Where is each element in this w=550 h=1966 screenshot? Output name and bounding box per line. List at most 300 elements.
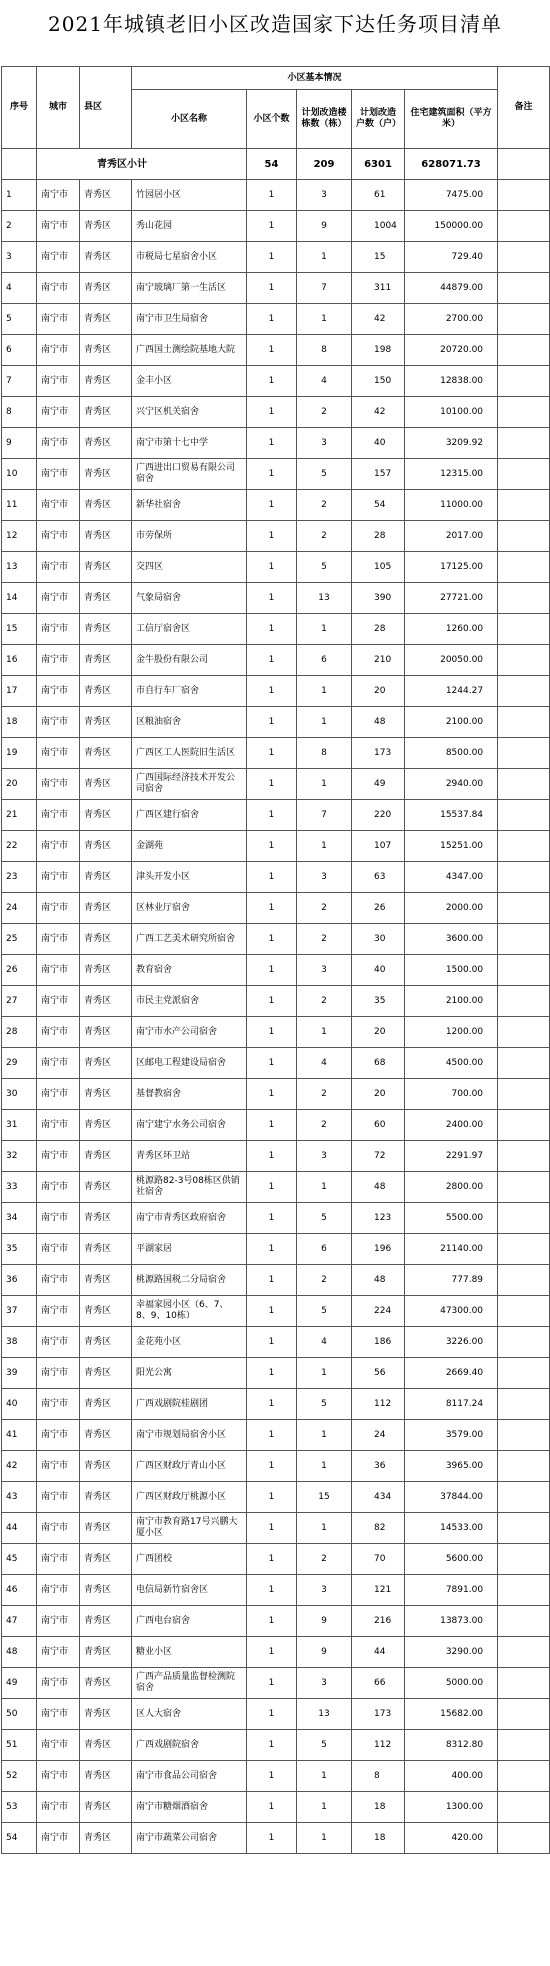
table-row <box>2 893 550 924</box>
cell-city: 南宁市 <box>37 1141 80 1172</box>
cell-remark <box>498 1575 550 1606</box>
cell-remark <box>498 397 550 428</box>
cell-count: 1 <box>247 769 297 800</box>
cell-area: 3209.92 <box>405 428 498 459</box>
cell-seq: 40 <box>2 1389 37 1420</box>
cell-name: 南宁市卫生局宿舍 <box>132 304 247 335</box>
table-row <box>2 1265 550 1296</box>
subtotal-households: 6301 <box>352 149 405 180</box>
cell-seq: 38 <box>2 1327 37 1358</box>
cell-buildings: 9 <box>297 211 352 242</box>
cell-count: 1 <box>247 614 297 645</box>
cell-count: 1 <box>247 1637 297 1668</box>
cell-buildings: 2 <box>297 490 352 521</box>
cell-city: 南宁市 <box>37 1203 80 1234</box>
table-row <box>2 1575 550 1606</box>
cell-city: 南宁市 <box>37 1327 80 1358</box>
cell-district: 青秀区 <box>80 1730 132 1761</box>
cell-city: 南宁市 <box>37 304 80 335</box>
cell-households: 20 <box>352 1079 405 1110</box>
cell-city: 南宁市 <box>37 862 80 893</box>
cell-name: 工信厅宿舍区 <box>132 614 247 645</box>
cell-area: 1260.00 <box>405 614 498 645</box>
table-row <box>2 428 550 459</box>
cell-households: 40 <box>352 428 405 459</box>
cell-remark <box>498 1389 550 1420</box>
cell-households: 48 <box>352 1265 405 1296</box>
cell-city: 南宁市 <box>37 1730 80 1761</box>
cell-count: 1 <box>247 1017 297 1048</box>
cell-city: 南宁市 <box>37 955 80 986</box>
cell-count: 1 <box>247 924 297 955</box>
cell-count: 1 <box>247 893 297 924</box>
cell-households: 105 <box>352 552 405 583</box>
table-row <box>2 304 550 335</box>
cell-seq: 54 <box>2 1823 37 1854</box>
cell-seq: 36 <box>2 1265 37 1296</box>
cell-name: 广西戏剧院宿舍 <box>132 1730 247 1761</box>
cell-remark <box>498 1048 550 1079</box>
table-row <box>2 521 550 552</box>
cell-count: 1 <box>247 180 297 211</box>
cell-seq: 1 <box>2 180 37 211</box>
cell-district: 青秀区 <box>80 490 132 521</box>
cell-area: 8117.24 <box>405 1389 498 1420</box>
cell-count: 1 <box>247 583 297 614</box>
cell-district: 青秀区 <box>80 1234 132 1265</box>
cell-seq: 32 <box>2 1141 37 1172</box>
cell-name: 津头开发小区 <box>132 862 247 893</box>
cell-district: 青秀区 <box>80 1079 132 1110</box>
cell-area: 729.40 <box>405 242 498 273</box>
table-row <box>2 738 550 769</box>
table-row <box>2 1420 550 1451</box>
cell-remark <box>498 1482 550 1513</box>
cell-households: 157 <box>352 459 405 490</box>
cell-name: 广西产品质量监督检测院宿舍 <box>132 1668 247 1699</box>
cell-area: 20720.00 <box>405 335 498 366</box>
cell-name: 新华社宿舍 <box>132 490 247 521</box>
cell-district: 青秀区 <box>80 273 132 304</box>
cell-count: 1 <box>247 397 297 428</box>
cell-area: 2100.00 <box>405 707 498 738</box>
header-name: 小区名称 <box>132 90 247 149</box>
table-row <box>2 583 550 614</box>
cell-remark <box>498 1234 550 1265</box>
cell-district: 青秀区 <box>80 831 132 862</box>
cell-count: 1 <box>247 242 297 273</box>
cell-name: 广西团校 <box>132 1544 247 1575</box>
cell-seq: 42 <box>2 1451 37 1482</box>
cell-district: 青秀区 <box>80 583 132 614</box>
cell-seq: 11 <box>2 490 37 521</box>
cell-city: 南宁市 <box>37 1234 80 1265</box>
cell-buildings: 7 <box>297 273 352 304</box>
cell-count: 1 <box>247 738 297 769</box>
cell-seq: 23 <box>2 862 37 893</box>
cell-seq: 50 <box>2 1699 37 1730</box>
cell-remark <box>498 1513 550 1544</box>
cell-households: 150 <box>352 366 405 397</box>
cell-area: 7475.00 <box>405 180 498 211</box>
cell-district: 青秀区 <box>80 645 132 676</box>
cell-seq: 30 <box>2 1079 37 1110</box>
cell-city: 南宁市 <box>37 1079 80 1110</box>
cell-seq: 29 <box>2 1048 37 1079</box>
cell-count: 1 <box>247 1141 297 1172</box>
cell-seq: 15 <box>2 614 37 645</box>
table-row <box>2 862 550 893</box>
project-table <box>1 66 550 1854</box>
cell-seq: 8 <box>2 397 37 428</box>
header-seq: 序号 <box>2 67 37 149</box>
cell-district: 青秀区 <box>80 397 132 428</box>
cell-name: 南宁市第十七中学 <box>132 428 247 459</box>
cell-seq: 51 <box>2 1730 37 1761</box>
cell-seq: 46 <box>2 1575 37 1606</box>
cell-area: 3600.00 <box>405 924 498 955</box>
cell-remark <box>498 428 550 459</box>
cell-area: 1300.00 <box>405 1792 498 1823</box>
cell-households: 48 <box>352 1172 405 1203</box>
cell-city: 南宁市 <box>37 397 80 428</box>
cell-count: 1 <box>247 986 297 1017</box>
cell-count: 1 <box>247 1265 297 1296</box>
cell-name: 平湖家居 <box>132 1234 247 1265</box>
cell-district: 青秀区 <box>80 614 132 645</box>
cell-name: 区人大宿舍 <box>132 1699 247 1730</box>
cell-count: 1 <box>247 211 297 242</box>
cell-count: 1 <box>247 552 297 583</box>
cell-district: 青秀区 <box>80 1544 132 1575</box>
cell-seq: 16 <box>2 645 37 676</box>
cell-remark <box>498 304 550 335</box>
cell-remark <box>498 1544 550 1575</box>
table-row <box>2 1141 550 1172</box>
cell-city: 南宁市 <box>37 428 80 459</box>
cell-buildings: 2 <box>297 397 352 428</box>
cell-buildings: 5 <box>297 1389 352 1420</box>
cell-area: 420.00 <box>405 1823 498 1854</box>
cell-district: 青秀区 <box>80 521 132 552</box>
cell-buildings: 1 <box>297 707 352 738</box>
cell-households: 112 <box>352 1389 405 1420</box>
cell-remark <box>498 1420 550 1451</box>
cell-households: 72 <box>352 1141 405 1172</box>
cell-buildings: 1 <box>297 242 352 273</box>
table-row <box>2 211 550 242</box>
cell-buildings: 13 <box>297 583 352 614</box>
cell-buildings: 8 <box>297 335 352 366</box>
cell-area: 150000.00 <box>405 211 498 242</box>
cell-count: 1 <box>247 1792 297 1823</box>
cell-area: 5500.00 <box>405 1203 498 1234</box>
header-row-top <box>2 67 550 90</box>
cell-city: 南宁市 <box>37 1606 80 1637</box>
cell-buildings: 6 <box>297 1234 352 1265</box>
cell-buildings: 3 <box>297 1141 352 1172</box>
table-row <box>2 1823 550 1854</box>
cell-district: 青秀区 <box>80 304 132 335</box>
table-row <box>2 459 550 490</box>
cell-households: 390 <box>352 583 405 614</box>
cell-district: 青秀区 <box>80 1110 132 1141</box>
cell-area: 5000.00 <box>405 1668 498 1699</box>
cell-buildings: 6 <box>297 645 352 676</box>
cell-seq: 6 <box>2 335 37 366</box>
cell-buildings: 5 <box>297 1296 352 1327</box>
cell-count: 1 <box>247 862 297 893</box>
cell-district: 青秀区 <box>80 1048 132 1079</box>
header-remark: 备注 <box>498 67 550 149</box>
cell-remark <box>498 893 550 924</box>
cell-district: 青秀区 <box>80 800 132 831</box>
cell-district: 青秀区 <box>80 428 132 459</box>
cell-area: 2100.00 <box>405 986 498 1017</box>
cell-city: 南宁市 <box>37 1110 80 1141</box>
cell-seq: 45 <box>2 1544 37 1575</box>
cell-city: 南宁市 <box>37 831 80 862</box>
cell-seq: 35 <box>2 1234 37 1265</box>
table-row <box>2 1296 550 1327</box>
cell-seq: 49 <box>2 1668 37 1699</box>
cell-households: 18 <box>352 1823 405 1854</box>
cell-district: 青秀区 <box>80 180 132 211</box>
cell-area: 15251.00 <box>405 831 498 862</box>
cell-seq: 12 <box>2 521 37 552</box>
table-row <box>2 242 550 273</box>
cell-remark <box>498 242 550 273</box>
cell-area: 14533.00 <box>405 1513 498 1544</box>
cell-households: 30 <box>352 924 405 955</box>
cell-city: 南宁市 <box>37 1389 80 1420</box>
cell-name: 金丰小区 <box>132 366 247 397</box>
cell-district: 青秀区 <box>80 676 132 707</box>
cell-area: 2000.00 <box>405 893 498 924</box>
cell-district: 青秀区 <box>80 862 132 893</box>
subtotal-area: 628071.73 <box>405 149 498 180</box>
cell-remark <box>498 1017 550 1048</box>
cell-district: 青秀区 <box>80 893 132 924</box>
cell-remark <box>498 366 550 397</box>
table-row <box>2 769 550 800</box>
cell-households: 112 <box>352 1730 405 1761</box>
subtotal-label: 青秀区小计 <box>37 149 247 180</box>
cell-remark <box>498 955 550 986</box>
cell-city: 南宁市 <box>37 242 80 273</box>
cell-remark <box>498 1792 550 1823</box>
subtotal-buildings: 209 <box>297 149 352 180</box>
cell-city: 南宁市 <box>37 645 80 676</box>
cell-count: 1 <box>247 490 297 521</box>
cell-remark <box>498 800 550 831</box>
cell-district: 青秀区 <box>80 1017 132 1048</box>
cell-count: 1 <box>247 428 297 459</box>
cell-remark <box>498 459 550 490</box>
cell-name: 南宁市教育路17号兴鹏大厦小区 <box>132 1513 247 1544</box>
cell-district: 青秀区 <box>80 1451 132 1482</box>
cell-name: 广西国际经济技术开发公司宿舍 <box>132 769 247 800</box>
table-row <box>2 1234 550 1265</box>
table-row <box>2 1668 550 1699</box>
cell-count: 1 <box>247 304 297 335</box>
cell-name: 广西戏剧院桂剧团 <box>132 1389 247 1420</box>
cell-households: 20 <box>352 676 405 707</box>
cell-remark <box>498 1265 550 1296</box>
cell-district: 青秀区 <box>80 1668 132 1699</box>
cell-households: 70 <box>352 1544 405 1575</box>
cell-seq: 48 <box>2 1637 37 1668</box>
cell-remark <box>498 1358 550 1389</box>
cell-city: 南宁市 <box>37 521 80 552</box>
subtotal-seq <box>2 149 37 180</box>
table-row <box>2 1451 550 1482</box>
cell-buildings: 1 <box>297 1823 352 1854</box>
cell-seq: 20 <box>2 769 37 800</box>
cell-city: 南宁市 <box>37 335 80 366</box>
cell-count: 1 <box>247 1823 297 1854</box>
table-row <box>2 1544 550 1575</box>
cell-count: 1 <box>247 459 297 490</box>
cell-area: 1500.00 <box>405 955 498 986</box>
cell-remark <box>498 1730 550 1761</box>
cell-district: 青秀区 <box>80 335 132 366</box>
cell-name: 南宁市规划局宿舍小区 <box>132 1420 247 1451</box>
cell-district: 青秀区 <box>80 552 132 583</box>
cell-area: 27721.00 <box>405 583 498 614</box>
cell-buildings: 2 <box>297 986 352 1017</box>
cell-city: 南宁市 <box>37 1823 80 1854</box>
cell-city: 南宁市 <box>37 676 80 707</box>
cell-remark <box>498 1327 550 1358</box>
cell-buildings: 1 <box>297 304 352 335</box>
cell-name: 广西区财政厅桃源小区 <box>132 1482 247 1513</box>
cell-remark <box>498 521 550 552</box>
cell-buildings: 2 <box>297 1544 352 1575</box>
cell-area: 3965.00 <box>405 1451 498 1482</box>
cell-households: 20 <box>352 1017 405 1048</box>
cell-buildings: 1 <box>297 1761 352 1792</box>
cell-buildings: 2 <box>297 924 352 955</box>
cell-count: 1 <box>247 831 297 862</box>
cell-count: 1 <box>247 1296 297 1327</box>
cell-city: 南宁市 <box>37 490 80 521</box>
cell-households: 1004 <box>352 211 405 242</box>
cell-area: 1200.00 <box>405 1017 498 1048</box>
cell-city: 南宁市 <box>37 1420 80 1451</box>
cell-seq: 33 <box>2 1172 37 1203</box>
cell-district: 青秀区 <box>80 1575 132 1606</box>
cell-city: 南宁市 <box>37 893 80 924</box>
cell-remark <box>498 335 550 366</box>
cell-district: 青秀区 <box>80 1513 132 1544</box>
cell-count: 1 <box>247 1544 297 1575</box>
cell-remark <box>498 924 550 955</box>
cell-households: 60 <box>352 1110 405 1141</box>
cell-name: 市民主党派宿舍 <box>132 986 247 1017</box>
table-row <box>2 1203 550 1234</box>
cell-name: 竹园居小区 <box>132 180 247 211</box>
cell-district: 青秀区 <box>80 1606 132 1637</box>
cell-district: 青秀区 <box>80 459 132 490</box>
cell-count: 1 <box>247 1172 297 1203</box>
cell-households: 42 <box>352 304 405 335</box>
cell-buildings: 15 <box>297 1482 352 1513</box>
table-row <box>2 1389 550 1420</box>
cell-name: 金湖苑 <box>132 831 247 862</box>
cell-households: 28 <box>352 614 405 645</box>
cell-name: 广西进出口贸易有限公司宿舍 <box>132 459 247 490</box>
cell-name: 教育宿舍 <box>132 955 247 986</box>
cell-city: 南宁市 <box>37 459 80 490</box>
cell-buildings: 2 <box>297 521 352 552</box>
cell-city: 南宁市 <box>37 273 80 304</box>
cell-count: 1 <box>247 1699 297 1730</box>
cell-area: 21140.00 <box>405 1234 498 1265</box>
cell-households: 15 <box>352 242 405 273</box>
cell-buildings: 7 <box>297 800 352 831</box>
cell-buildings: 2 <box>297 893 352 924</box>
cell-buildings: 4 <box>297 1048 352 1079</box>
cell-city: 南宁市 <box>37 707 80 738</box>
cell-remark <box>498 1141 550 1172</box>
cell-buildings: 1 <box>297 614 352 645</box>
cell-households: 66 <box>352 1668 405 1699</box>
cell-area: 7891.00 <box>405 1575 498 1606</box>
cell-households: 56 <box>352 1358 405 1389</box>
cell-city: 南宁市 <box>37 924 80 955</box>
cell-count: 1 <box>247 1234 297 1265</box>
cell-households: 220 <box>352 800 405 831</box>
table-row <box>2 1637 550 1668</box>
cell-name: 交四区 <box>132 552 247 583</box>
subtotal-remark <box>498 149 550 180</box>
cell-name: 市劳保所 <box>132 521 247 552</box>
cell-buildings: 2 <box>297 1265 352 1296</box>
cell-district: 青秀区 <box>80 924 132 955</box>
cell-buildings: 3 <box>297 428 352 459</box>
cell-seq: 2 <box>2 211 37 242</box>
cell-buildings: 3 <box>297 1668 352 1699</box>
cell-buildings: 9 <box>297 1637 352 1668</box>
cell-remark <box>498 1079 550 1110</box>
cell-area: 1244.27 <box>405 676 498 707</box>
cell-buildings: 1 <box>297 1451 352 1482</box>
cell-city: 南宁市 <box>37 986 80 1017</box>
table-row <box>2 1699 550 1730</box>
cell-seq: 28 <box>2 1017 37 1048</box>
table-row <box>2 1327 550 1358</box>
table-row <box>2 1792 550 1823</box>
cell-district: 青秀区 <box>80 1420 132 1451</box>
cell-buildings: 9 <box>297 1606 352 1637</box>
cell-remark <box>498 738 550 769</box>
cell-seq: 27 <box>2 986 37 1017</box>
cell-households: 210 <box>352 645 405 676</box>
cell-count: 1 <box>247 273 297 304</box>
cell-buildings: 8 <box>297 738 352 769</box>
cell-name: 南宁市水产公司宿舍 <box>132 1017 247 1048</box>
cell-households: 121 <box>352 1575 405 1606</box>
cell-city: 南宁市 <box>37 1296 80 1327</box>
cell-remark <box>498 1203 550 1234</box>
cell-district: 青秀区 <box>80 1172 132 1203</box>
cell-city: 南宁市 <box>37 180 80 211</box>
subtotal-row <box>2 149 550 180</box>
cell-count: 1 <box>247 521 297 552</box>
cell-buildings: 1 <box>297 1172 352 1203</box>
cell-count: 1 <box>247 1327 297 1358</box>
